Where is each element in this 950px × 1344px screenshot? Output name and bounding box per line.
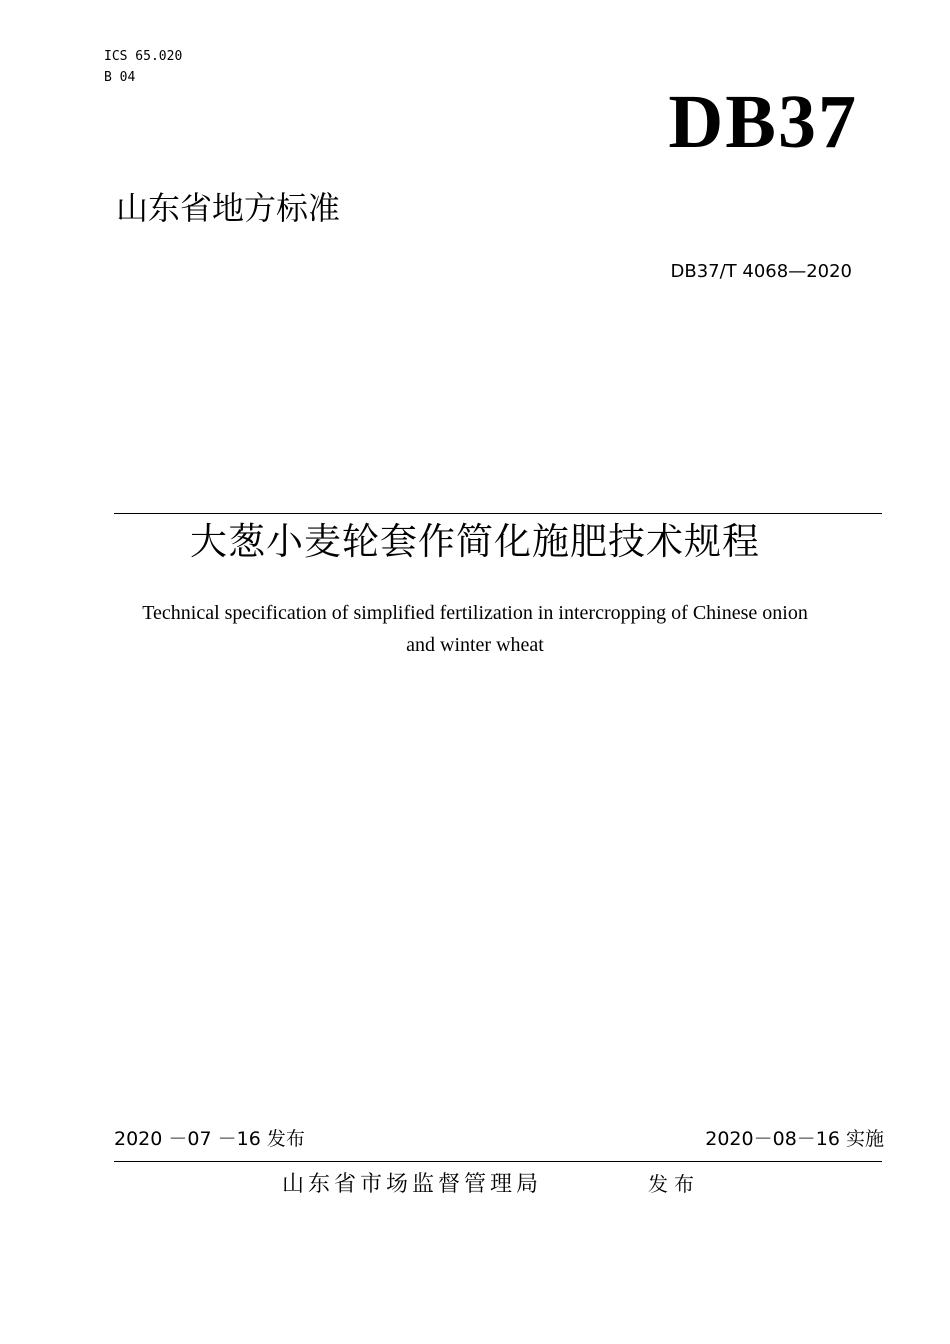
document-title-chinese: 大葱小麦轮套作简化施肥技术规程 [190,520,760,563]
issuing-authority: 山东省市场监督管理局 [282,1172,543,1197]
document-title-english-line-1: Technical specification of simplified fertilization in intercropping of Chinese onion [142,602,808,624]
ics-code: ICS 65.020 [104,49,183,64]
footer-divider [114,1161,882,1162]
standard-logo: DB37 [668,80,858,164]
implementation-date: 2020－08－16 实施 [705,1128,884,1150]
document-title-english-line-2: and winter wheat [406,634,544,656]
standard-type: 山东省地方标准 [116,189,341,227]
standard-number: DB37/T 4068—2020 [670,261,852,282]
title-divider [114,513,882,514]
document-title-english [0,597,950,661]
classification-code: B 04 [104,70,136,85]
issue-date: 2020 －07 －16 发布 [114,1128,305,1150]
issuer-action: 发布 [648,1172,700,1196]
